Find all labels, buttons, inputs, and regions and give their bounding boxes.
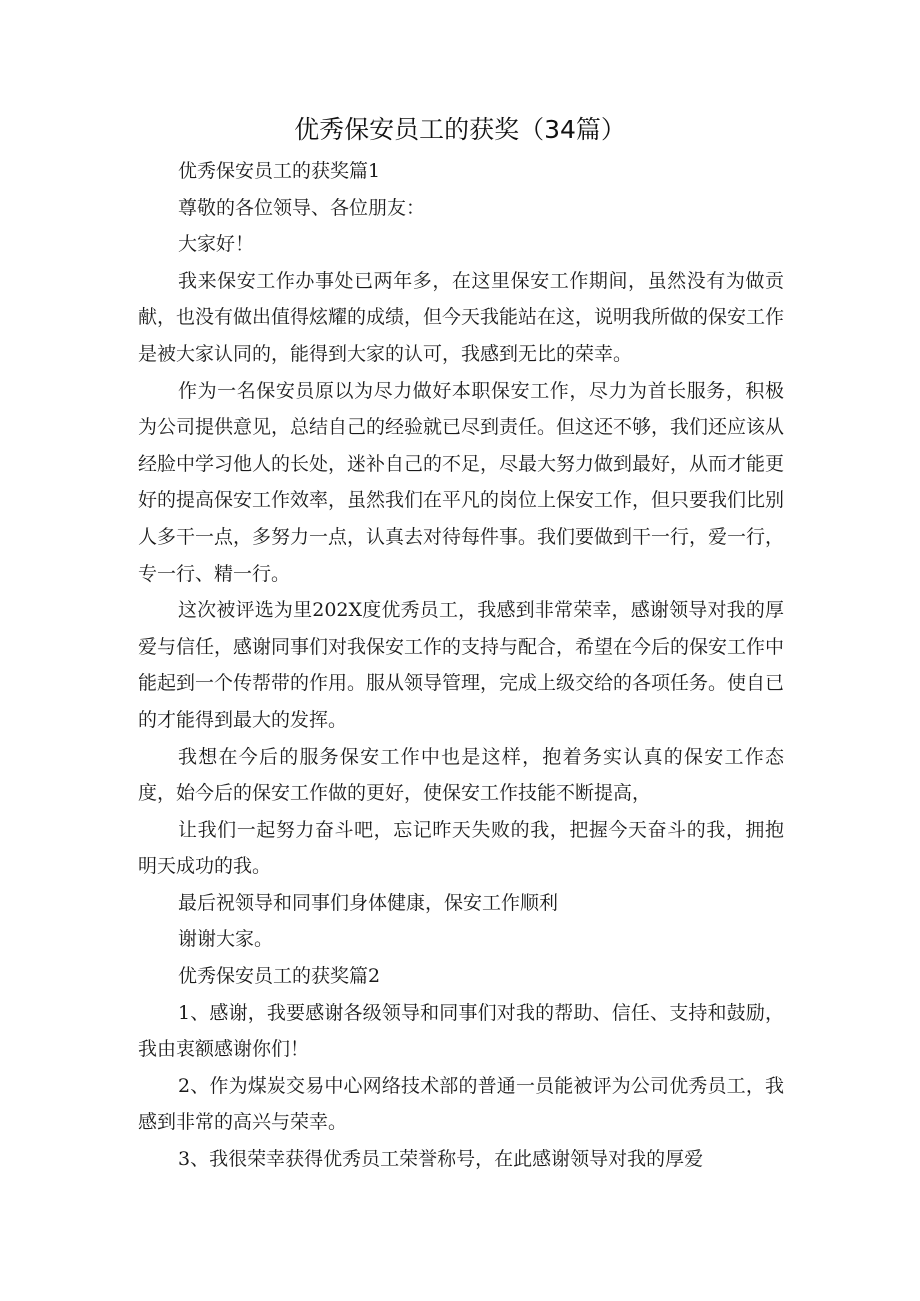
paragraph: 3、我很荣幸获得优秀员工荣誉称号，在此感谢领导对我的厚爱 (178, 1148, 704, 1171)
greeting: 大家好！ (178, 233, 255, 256)
section-heading: 优秀保安员工的获奖篇1 (178, 160, 381, 182)
paragraph: 作为一名保安员原以为尽力做好本职保安工作，尽力为首长服务，积极为公司提供意见，总结自己的经验就已尽到责任。但这还不够，我们还应该从经脸中学习他人的长处，迷补自己的不足，尽最大努力做到最好，从而才能更好的提高保安工作效率，虽然我们在平凡的岗位上保安工作，但只要我们比别人多干一点，多努力一点，认真去对待每件事。我们要做到干一行，爱一行，专一行、精一行。 (138, 379, 785, 585)
page-title: 优秀保安员工的获奖（34篇） (294, 115, 626, 144)
salutation: 尊敬的各位领导、各位朋友： (178, 196, 426, 219)
paragraph: 让我们一起努力奋斗吧，忘记昨天失败的我，把握今天奋斗的我，拥抱明天成功的我。 (138, 818, 784, 878)
paragraph: 最后祝领导和同事们身体健康，保安工作顺利 (178, 891, 559, 914)
closing: 谢谢大家。 (178, 928, 274, 951)
paragraph: 2、作为煤炭交易中心网络技术部的普通一员能被评为公司优秀员工，我感到非常的高兴与荣幸。 (138, 1074, 784, 1134)
paragraph: 我来保安工作办事处已两年多，在这里保安工作期间，虽然没有为做贡献，也没有做出值得炫耀的成绩，但今天我能站在这，说明我所做的保安工作是被大家认同的，能得到大家的认可，我感到无比的荣幸。 (138, 269, 785, 365)
document-body (138, 153, 784, 1178)
paragraph: 这次被评选为里202X度优秀员工，我感到非常荣幸，感谢领导对我的厚爱与信任，感谢同事们对我保安工作的支持与配合，希望在今后的保安工作中能起到一个传帮带的作用。服从领导管理，完成上级交给的各项任务。使自已的才能得到最大的发挥。 (138, 599, 785, 731)
section-heading: 优秀保安员工的获奖篇2 (178, 965, 381, 988)
paragraph: 1、感谢，我要感谢各级领导和同事们对我的帮助、信任、支持和鼓励，我由衷额感谢你们！ (138, 1001, 784, 1061)
paragraph: 我想在今后的服务保安工作中也是这样，抱着务实认真的保安工作态度，始今后的保安工作做的更好，使保安工作技能不断提高， (138, 745, 784, 805)
